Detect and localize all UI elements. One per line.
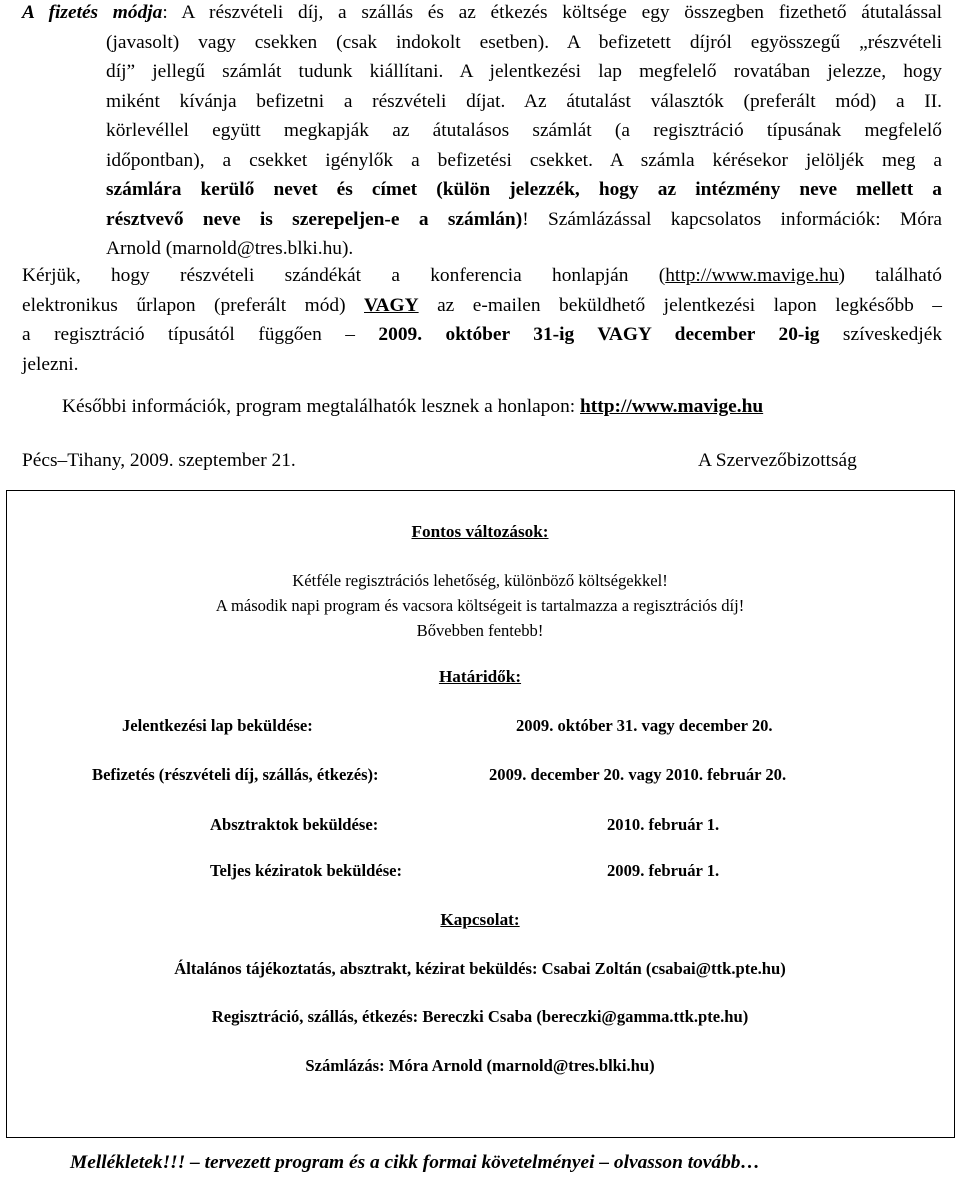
payment-line: Arnold (marnold@tres.blki.hu). <box>106 238 354 259</box>
payment-line: (javasolt) vagy csekken (csak indokolt esetben). A befizetett díjról egyösszegű „részvételi <box>106 31 942 53</box>
homepage-link[interactable]: http://www.mavige.hu <box>580 396 764 417</box>
payment-paragraph <box>22 0 942 264</box>
deadline-value: 2009. október 31. vagy december 20. <box>516 716 773 735</box>
intent-paragraph <box>22 261 942 379</box>
change-item: A második napi program és vacsora költségeit is tartalmazza a regisztrációs díj! <box>215 596 745 615</box>
payment-line: számlára kerülő nevet és címet (külön jelezzék, hogy az intézmény neve mellett a <box>106 179 942 200</box>
payment-line: A fizetés módja: A részvételi díj, a szállás és az étkezés költsége egy összegben fizethető átutalással <box>22 2 942 23</box>
deadline-value: 2010. február 1. <box>607 815 720 834</box>
intent-line: elektronikus űrlapon (preferált mód) VAGY az e-mailen beküldhető jelentkezési lapon legkésőbb – <box>22 294 942 316</box>
payment-line: miként kívánja befizetni a részvételi díjat. Az átutalást választók (preferált mód) a II. <box>106 90 943 112</box>
change-item: Kétféle regisztrációs lehetőség, különböző költségekkel! <box>292 571 668 590</box>
place-date: Pécs–Tihany, 2009. szeptember 21. <box>22 450 296 471</box>
deadline-label: Teljes kéziratok beküldése: <box>210 861 403 880</box>
intent-line: jelezni. <box>22 353 79 375</box>
intent-line: Kérjük, hogy részvételi szándékát a konferencia honlapján (http://www.mavige.hu) található <box>22 265 942 286</box>
changes-heading: Fontos változások: <box>411 522 549 541</box>
payment-line: időpontban), a csekket igénylők a befizetési csekket. A számla kérésekor jelöljék meg a <box>106 149 942 171</box>
deadline-value: 2009. december 20. vagy 2010. február 20. <box>489 765 787 784</box>
deadline-label: Befizetés (részvételi díj, szállás, étkezés): <box>92 765 379 784</box>
intent-line: a regisztráció típusától függően – 2009. október 31-ig VAGY december 20-ig szíveskedjék <box>22 324 943 345</box>
deadline-label: Absztraktok beküldése: <box>210 815 379 834</box>
website-link[interactable]: http://www.mavige.hu <box>665 265 839 286</box>
contact-item: Számlázás: Móra Arnold (marnold@tres.blki.hu) <box>305 1056 655 1075</box>
contact-item: Regisztráció, szállás, étkezés: Bereczki Csaba (bereczki@gamma.ttk.pte.hu) <box>211 1007 749 1026</box>
later-info: Későbbi információk, program megtalálhatók lesznek a honlapon: http://www.mavige.hu <box>62 396 764 417</box>
contact-item: Általános tájékoztatás, absztrakt, kézirat beküldés: Csabai Zoltán (csabai@ttk.pte.hu) <box>174 959 786 978</box>
contact-heading: Kapcsolat: <box>440 910 520 929</box>
payment-line: körlevéllel együtt megkapják az átutalásos számlát (a regisztráció típusának megfelelő <box>106 120 942 141</box>
deadline-label: Jelentkezési lap beküldése: <box>122 716 313 735</box>
deadline-value: 2009. február 1. <box>607 861 720 880</box>
signature-committee: A Szervezőbizottság <box>698 450 857 471</box>
attachments-footer: Mellékletek!!! – tervezett program és a cikk formai követelményei – olvasson tovább… <box>70 1152 760 1173</box>
deadlines-heading: Határidők: <box>438 667 522 686</box>
payment-line: díj” jellegű számlát tudunk kiállítani. A jelentkezési lap megfelelő rovatában jelezze, hogy <box>106 61 942 82</box>
payment-title: A fizetés módja <box>22 2 163 23</box>
payment-line: résztvevő neve is szerepeljen-e a számlán)! Számlázással kapcsolatos információk: Móra <box>106 208 943 230</box>
change-item: Bővebben fentebb! <box>416 621 544 640</box>
